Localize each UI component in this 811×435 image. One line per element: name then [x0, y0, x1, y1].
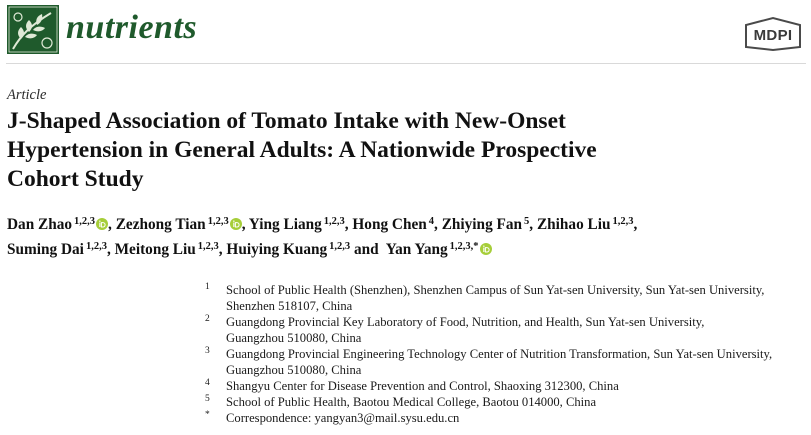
affiliation-superscript: 4	[428, 216, 435, 227]
article-title	[7, 107, 807, 194]
publisher-name: MDPI	[753, 27, 793, 44]
author-name[interactable]: Dan Zhao	[7, 216, 73, 233]
nutrients-leaf-logo-icon	[7, 5, 59, 54]
author-separator: ,	[108, 216, 116, 233]
journal-name: nutrients	[66, 9, 198, 46]
affiliation-item	[201, 314, 807, 346]
affiliation-superscript: 1,2,3	[323, 216, 345, 227]
affiliation-superscript: 1,2,3,*	[449, 241, 479, 252]
author-name[interactable]: Suming Dai	[7, 241, 84, 258]
affiliation-superscript: 1,2,3	[197, 241, 219, 252]
affiliation-text: Guangzhou 510080, China	[226, 331, 362, 345]
author-list	[7, 211, 807, 261]
author-name[interactable]: Zhiying Fan	[441, 216, 523, 233]
affiliation-item	[201, 410, 807, 426]
affiliation-superscript: 1,2,3	[329, 241, 351, 252]
author-name[interactable]: Hong Chen	[352, 216, 427, 233]
title-line: J-Shaped Association of Tomato Intake with New-Onset	[7, 108, 566, 134]
affiliation-text: Shenzhen 518107, China	[226, 299, 353, 313]
affiliation-superscript: 1,2,3	[85, 241, 107, 252]
affiliation-text: Shangyu Center for Disease Prevention and Control, Shaoxing 312300, China	[226, 379, 619, 393]
author-separator: ,	[218, 241, 227, 258]
title-line: Cohort Study	[7, 166, 144, 192]
author-line	[7, 211, 807, 236]
affiliation-superscript: 5	[524, 216, 530, 227]
affiliation-superscript: 1,2,3	[207, 216, 229, 227]
header-divider	[6, 63, 806, 64]
correspondence-text[interactable]: Correspondence: yangyan3@mail.sysu.edu.cn	[226, 411, 460, 425]
author-separator: ,	[344, 216, 353, 233]
orcid-icon[interactable]	[96, 218, 108, 230]
author-name[interactable]: Yan Yang	[385, 241, 448, 258]
orcid-icon[interactable]	[230, 218, 242, 230]
author-separator: and	[350, 241, 383, 258]
affiliation-text: Guangdong Provincial Engineering Technology Center of Nutrition Transformation, Sun Yat-sen University,	[226, 347, 773, 361]
author-separator: ,	[529, 216, 537, 233]
affiliation-item	[201, 394, 807, 410]
affiliation-marker: 4	[205, 378, 210, 388]
author-line	[7, 236, 807, 261]
title-line: Hypertension in General Adults: A Nationwide Prospective	[7, 137, 597, 163]
author-name[interactable]: Zhihao Liu	[536, 216, 611, 233]
affiliation-marker: 5	[205, 394, 210, 404]
author-separator: ,	[106, 241, 115, 258]
affiliation-superscript: 1,2,3	[74, 216, 96, 227]
affiliation-marker: 3	[205, 346, 210, 356]
author-separator: ,	[633, 216, 638, 233]
author-name[interactable]: Ying Liang	[248, 216, 322, 233]
affiliation-text: Guangzhou 510080, China	[226, 363, 362, 377]
affiliation-text: School of Public Health (Shenzhen), Shenzhen Campus of Sun Yat-sen University, Sun Yat-sen University,	[226, 283, 765, 297]
affiliation-text: School of Public Health, Baotou Medical College, Baotou 014000, China	[226, 395, 597, 409]
author-name[interactable]: Zezhong Tian	[115, 216, 206, 233]
author-name[interactable]: Meitong Liu	[114, 241, 196, 258]
author-separator: ,	[434, 216, 442, 233]
article-type: Article	[7, 87, 47, 103]
affiliation-item	[201, 378, 807, 394]
affiliation-item	[201, 346, 807, 378]
orcid-icon[interactable]	[480, 243, 492, 255]
affiliation-item	[201, 282, 807, 314]
author-separator: ,	[241, 216, 249, 233]
affiliation-marker: *	[205, 410, 210, 420]
affiliation-text: Guangdong Provincial Key Laboratory of Food, Nutrition, and Health, Sun Yat-sen University,	[226, 315, 705, 329]
affiliation-superscript: 1,2,3	[612, 216, 634, 227]
affiliation-marker: 1	[205, 282, 210, 292]
author-name[interactable]: Huiying Kuang	[226, 241, 328, 258]
affiliation-list	[201, 282, 807, 426]
affiliation-marker: 2	[205, 314, 210, 324]
